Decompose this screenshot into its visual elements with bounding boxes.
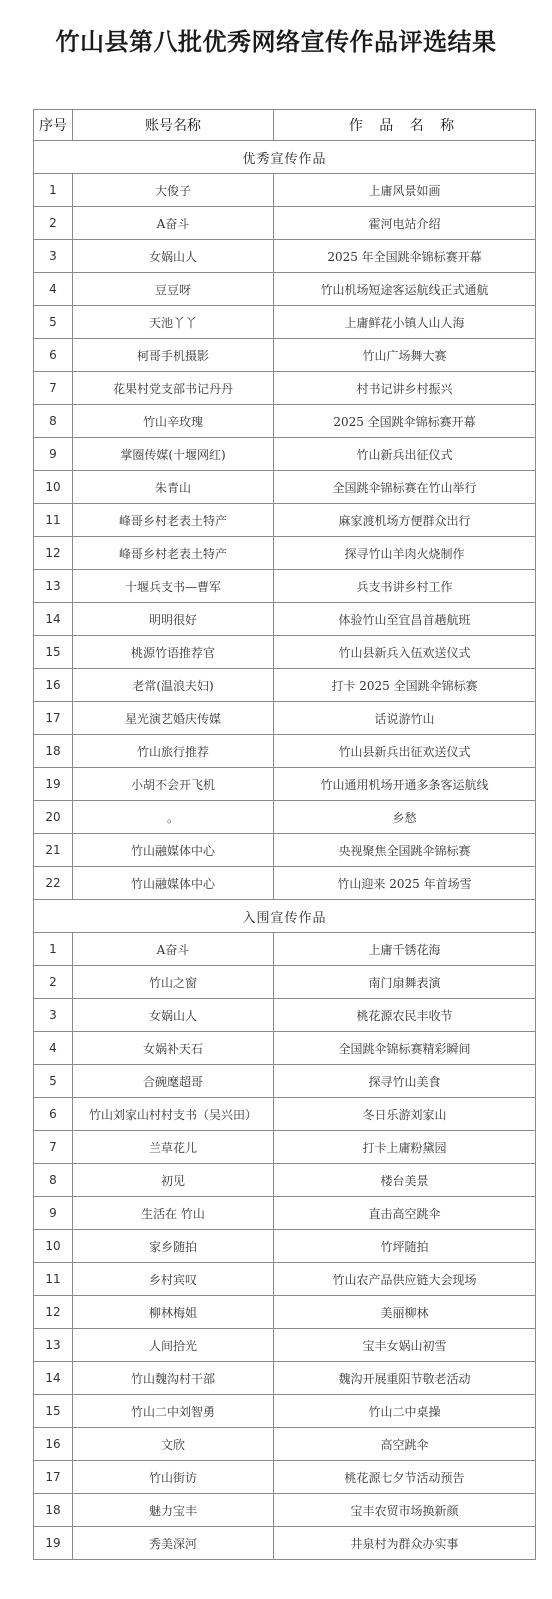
work-title: 竹山机场短途客运航线正式通航 [274,273,536,306]
table-row [34,1362,536,1395]
work-title: 桃花源七夕节活动预告 [274,1461,536,1494]
account-name: 柳林梅姐 [73,1296,274,1329]
work-title: 2025 全国跳伞锦标赛开幕 [274,405,536,438]
table-row [34,1230,536,1263]
section-title: 入围宣传作品 [34,900,536,933]
table-row [34,207,536,240]
table-row [34,1098,536,1131]
table-row [34,867,536,900]
table-row [34,999,536,1032]
table-body [34,141,536,1560]
table-row [34,438,536,471]
account-name: 竹山魏沟村干部 [73,1362,274,1395]
account-name: 竹山辛玫瑰 [73,405,274,438]
row-index: 6 [34,1098,73,1131]
account-name: 天池丫丫 [73,306,274,339]
work-title: 竹山县新兵入伍欢送仪式 [274,636,536,669]
account-name: 兰草花儿 [73,1131,274,1164]
row-index: 3 [34,999,73,1032]
account-name: 小胡不会开飞机 [73,768,274,801]
row-index: 4 [34,1032,73,1065]
account-name: 大俊子 [73,174,274,207]
row-index: 7 [34,372,73,405]
work-title: 竹山通用机场开通多条客运航线 [274,768,536,801]
row-index: 17 [34,1461,73,1494]
table-row [34,1263,536,1296]
row-index: 14 [34,603,73,636]
work-title: 美丽柳林 [274,1296,536,1329]
account-name: 女娲补天石 [73,1032,274,1065]
account-name: 竹山旅行推荐 [73,735,274,768]
work-title: 魏沟开展重阳节敬老活动 [274,1362,536,1395]
row-index: 20 [34,801,73,834]
account-name: 桃源竹语推荐官 [73,636,274,669]
account-name: 。 [73,801,274,834]
account-name: 人间拾光 [73,1329,274,1362]
row-index: 16 [34,1428,73,1461]
results-table [33,109,536,1560]
account-name: 豆豆呀 [73,273,274,306]
work-title: 井泉村为群众办实事 [274,1527,536,1560]
table-row [34,1494,536,1527]
account-name: 女娲山人 [73,999,274,1032]
table-row [34,834,536,867]
work-title: 竹山二中桌操 [274,1395,536,1428]
row-index: 1 [34,933,73,966]
table-row [34,570,536,603]
row-index: 18 [34,735,73,768]
row-index: 13 [34,570,73,603]
section-row [34,900,536,933]
account-name: A奋斗 [73,207,274,240]
table-row [34,240,536,273]
account-name: 峰哥乡村老表土特产 [73,504,274,537]
row-index: 12 [34,537,73,570]
table-row [34,1461,536,1494]
row-index: 10 [34,471,73,504]
account-name: 峰哥乡村老表土特产 [73,537,274,570]
header-account-name: 账号名称 [73,110,274,141]
row-index: 3 [34,240,73,273]
account-name: 文欣 [73,1428,274,1461]
table-row [34,1164,536,1197]
work-title: 竹山县新兵出征欢送仪式 [274,735,536,768]
work-title: 高空跳伞 [274,1428,536,1461]
table-header [34,110,536,141]
work-title: 楼台美景 [274,1164,536,1197]
account-name: 竹山二中刘智勇 [73,1395,274,1428]
row-index: 9 [34,438,73,471]
table-row [34,933,536,966]
account-name: 竹山刘家山村村支书（吴兴田） [73,1098,274,1131]
section-row [34,141,536,174]
row-index: 11 [34,1263,73,1296]
row-index: 5 [34,1065,73,1098]
account-name: 竹山融媒体中心 [73,867,274,900]
work-title: 村书记讲乡村振兴 [274,372,536,405]
account-name: 魅力宝丰 [73,1494,274,1527]
row-index: 19 [34,1527,73,1560]
work-title: 上庸千锈花海 [274,933,536,966]
table-row [34,504,536,537]
table-row [34,801,536,834]
table-row [34,1296,536,1329]
work-title: 探寻竹山美食 [274,1065,536,1098]
account-name: 明明很好 [73,603,274,636]
account-name: A奋斗 [73,933,274,966]
work-title: 竹山迎来 2025 年首场雪 [274,867,536,900]
row-index: 15 [34,636,73,669]
table-row [34,768,536,801]
row-index: 11 [34,504,73,537]
account-name: 十堰兵支书—曹军 [73,570,274,603]
row-index: 14 [34,1362,73,1395]
work-title: 全国跳伞锦标赛在竹山举行 [274,471,536,504]
account-name: 家乡随拍 [73,1230,274,1263]
work-title: 2025 年全国跳伞锦标赛开幕 [274,240,536,273]
work-title: 央视聚焦全国跳伞锦标赛 [274,834,536,867]
table-row [34,669,536,702]
header-index: 序号 [34,110,73,141]
work-title: 兵支书讲乡村工作 [274,570,536,603]
row-index: 16 [34,669,73,702]
row-index: 12 [34,1296,73,1329]
row-index: 2 [34,207,73,240]
row-index: 9 [34,1197,73,1230]
work-title: 南门扇舞表演 [274,966,536,999]
header-work-title: 作 品 名 称 [274,110,536,141]
work-title: 竹坪随拍 [274,1230,536,1263]
row-index: 21 [34,834,73,867]
table-row [34,306,536,339]
account-name: 竹山之窗 [73,966,274,999]
work-title: 宝丰农贸市场换新颜 [274,1494,536,1527]
row-index: 19 [34,768,73,801]
work-title: 上庸鲜花小镇人山人海 [274,306,536,339]
table-row [34,636,536,669]
row-index: 8 [34,1164,73,1197]
work-title: 直击高空跳伞 [274,1197,536,1230]
table-row [34,174,536,207]
table-row [34,1428,536,1461]
work-title: 霍河电站介绍 [274,207,536,240]
table-row [34,1131,536,1164]
table-row [34,702,536,735]
row-index: 17 [34,702,73,735]
work-title: 打卡上庸粉黛园 [274,1131,536,1164]
table-row [34,372,536,405]
account-name: 花果村党支部书记丹丹 [73,372,274,405]
account-name: 掌圈传媒(十堰网红) [73,438,274,471]
section-title: 优秀宣传作品 [34,141,536,174]
account-name: 女娲山人 [73,240,274,273]
work-title: 全国跳伞锦标赛精彩瞬间 [274,1032,536,1065]
row-index: 2 [34,966,73,999]
account-name: 合碗麾超哥 [73,1065,274,1098]
account-name: 竹山街访 [73,1461,274,1494]
row-index: 15 [34,1395,73,1428]
header-row [34,110,536,141]
table-row [34,603,536,636]
row-index: 13 [34,1329,73,1362]
account-name: 生活在 竹山 [73,1197,274,1230]
work-title: 话说游竹山 [274,702,536,735]
account-name: 老常(温浪夫妇) [73,669,274,702]
account-name: 乡村宾叹 [73,1263,274,1296]
account-name: 初见 [73,1164,274,1197]
table-row [34,405,536,438]
table-row [34,1329,536,1362]
work-title: 竹山农产品供应链大会现场 [274,1263,536,1296]
work-title: 宝丰女娲山初雪 [274,1329,536,1362]
table-row [34,1032,536,1065]
table-row [34,1197,536,1230]
row-index: 4 [34,273,73,306]
table-row [34,339,536,372]
row-index: 5 [34,306,73,339]
table-row [34,471,536,504]
row-index: 6 [34,339,73,372]
work-title: 打卡 2025 全国跳伞锦标赛 [274,669,536,702]
table-row [34,1065,536,1098]
row-index: 1 [34,174,73,207]
work-title: 上庸风景如画 [274,174,536,207]
table-row [34,735,536,768]
work-title: 麻家渡机场方便群众出行 [274,504,536,537]
table-row [34,966,536,999]
account-name: 秀美深河 [73,1527,274,1560]
work-title: 桃花源农民丰收节 [274,999,536,1032]
work-title: 冬日乐游刘家山 [274,1098,536,1131]
row-index: 22 [34,867,73,900]
work-title: 探寻竹山羊肉火烧制作 [274,537,536,570]
table-row [34,273,536,306]
work-title: 乡愁 [274,801,536,834]
account-name: 竹山融媒体中心 [73,834,274,867]
row-index: 8 [34,405,73,438]
row-index: 10 [34,1230,73,1263]
account-name: 星光演艺婚庆传媒 [73,702,274,735]
row-index: 18 [34,1494,73,1527]
account-name: 柯哥手机摄影 [73,339,274,372]
table-row [34,1527,536,1560]
table-row [34,1395,536,1428]
table-row [34,537,536,570]
row-index: 7 [34,1131,73,1164]
work-title: 竹山新兵出征仪式 [274,438,536,471]
work-title: 竹山广场舞大赛 [274,339,536,372]
document-title: 竹山县第八批优秀网络宣传作品评选结果 [55,28,497,56]
work-title: 体验竹山至宜昌首趟航班 [274,603,536,636]
account-name: 朱青山 [73,471,274,504]
